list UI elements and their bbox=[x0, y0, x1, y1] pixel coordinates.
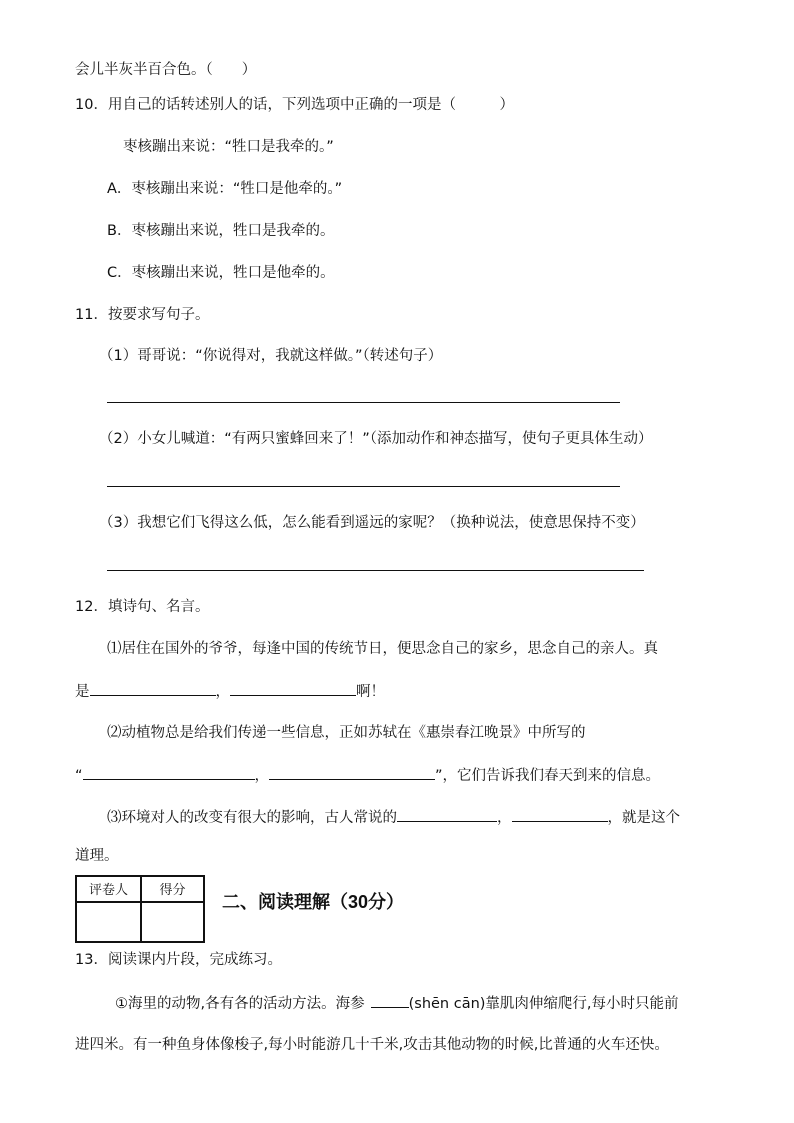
passage-line-1 bbox=[115, 993, 679, 1014]
option-b: B．枣核蹦出来说，牲口是我牵的。 bbox=[107, 223, 335, 239]
section-title-suffix: 分） bbox=[368, 892, 405, 913]
option-c: C．枣核蹦出来说，牲口是他牵的。 bbox=[107, 265, 335, 281]
answer-line-3[interactable] bbox=[107, 570, 644, 571]
section-title bbox=[222, 888, 404, 914]
answer-line-1[interactable] bbox=[107, 402, 620, 403]
table-divider bbox=[140, 877, 142, 941]
fill-blank[interactable] bbox=[269, 765, 435, 780]
fill-text: 啊！ bbox=[356, 684, 385, 700]
question-12-part-1: ⑴居住在国外的爷爷，每逢中国的传统节日，便思念自己的家乡，思念自己的亲人。真 bbox=[107, 641, 658, 657]
question-10: 10．用自己的话转述别人的话，下列选项中正确的一项是（ ） bbox=[75, 97, 514, 113]
fill-text: ， bbox=[254, 768, 270, 784]
question-12-part-2: ⑵动植物总是给我们传递一些信息，正如苏轼在《惠崇春江晚景》中所写的 bbox=[107, 725, 586, 741]
score-table bbox=[75, 875, 205, 943]
score-table-score-header: 得分 bbox=[159, 883, 186, 898]
question-11: 11．按要求写句子。 bbox=[75, 307, 210, 323]
fill-blank[interactable] bbox=[371, 993, 409, 1008]
fill-blank[interactable] bbox=[83, 765, 255, 780]
fill-text: 是 bbox=[75, 684, 90, 700]
line-continuation: 会儿半灰半百合色。（ ） bbox=[75, 62, 257, 78]
passage-text: ①海里的动物,各有各的活动方法。海参 bbox=[115, 996, 365, 1012]
answer-line-2[interactable] bbox=[107, 486, 620, 487]
fill-text: ， bbox=[497, 810, 512, 826]
question-12-part-2-blanks bbox=[75, 765, 660, 786]
fill-blank[interactable] bbox=[512, 807, 608, 822]
option-a: A．枣核蹦出来说：“牲口是他牵的。” bbox=[107, 181, 343, 197]
question-12-part-3-end: 道理。 bbox=[75, 848, 119, 864]
table-divider bbox=[77, 901, 203, 903]
fill-text: ⑶环境对人的改变有很大的影响，古人常说的 bbox=[107, 810, 397, 826]
fill-text: ”，它们告诉我们春天到来的信息。 bbox=[435, 768, 661, 784]
fill-text: ，就是这个 bbox=[607, 810, 680, 826]
question-13: 13．阅读课内片段，完成练习。 bbox=[75, 952, 282, 968]
fill-blank[interactable] bbox=[397, 807, 497, 822]
passage-text: (shēn cān)靠肌肉伸缩爬行,每小时只能前 bbox=[408, 996, 679, 1012]
passage-line-2: 进四米。有一种鱼身体像梭子,每小时能游几十千米,攻击其他动物的时候,比普通的火车还快。 bbox=[75, 1037, 669, 1053]
question-12: 12．填诗句、名言。 bbox=[75, 599, 210, 615]
question-12-part-1-blanks bbox=[75, 681, 385, 702]
fill-text: ， bbox=[215, 684, 230, 700]
section-title-prefix: 二、阅读理解（ bbox=[222, 892, 348, 913]
score-table-grader-header: 评卷人 bbox=[88, 883, 128, 898]
question-11-part-1: （1）哥哥说：“你说得对，我就这样做。”（转述句子） bbox=[99, 348, 443, 364]
fill-text: “ bbox=[75, 768, 83, 784]
question-11-part-2: （2）小女儿喊道：“有两只蜜蜂回来了！”（添加动作和神态描写，使句子更具体生动） bbox=[99, 431, 653, 447]
question-12-part-3 bbox=[107, 807, 680, 828]
section-points: 30 bbox=[348, 892, 369, 912]
question-11-part-3: （3）我想它们飞得这么低，怎么能看到遥远的家呢？（换种说法，使意思保持不变） bbox=[99, 515, 645, 531]
question-10-quote: 枣核蹦出来说：“牲口是我牵的。” bbox=[123, 139, 334, 155]
fill-blank[interactable] bbox=[230, 681, 356, 696]
fill-blank[interactable] bbox=[90, 681, 216, 696]
